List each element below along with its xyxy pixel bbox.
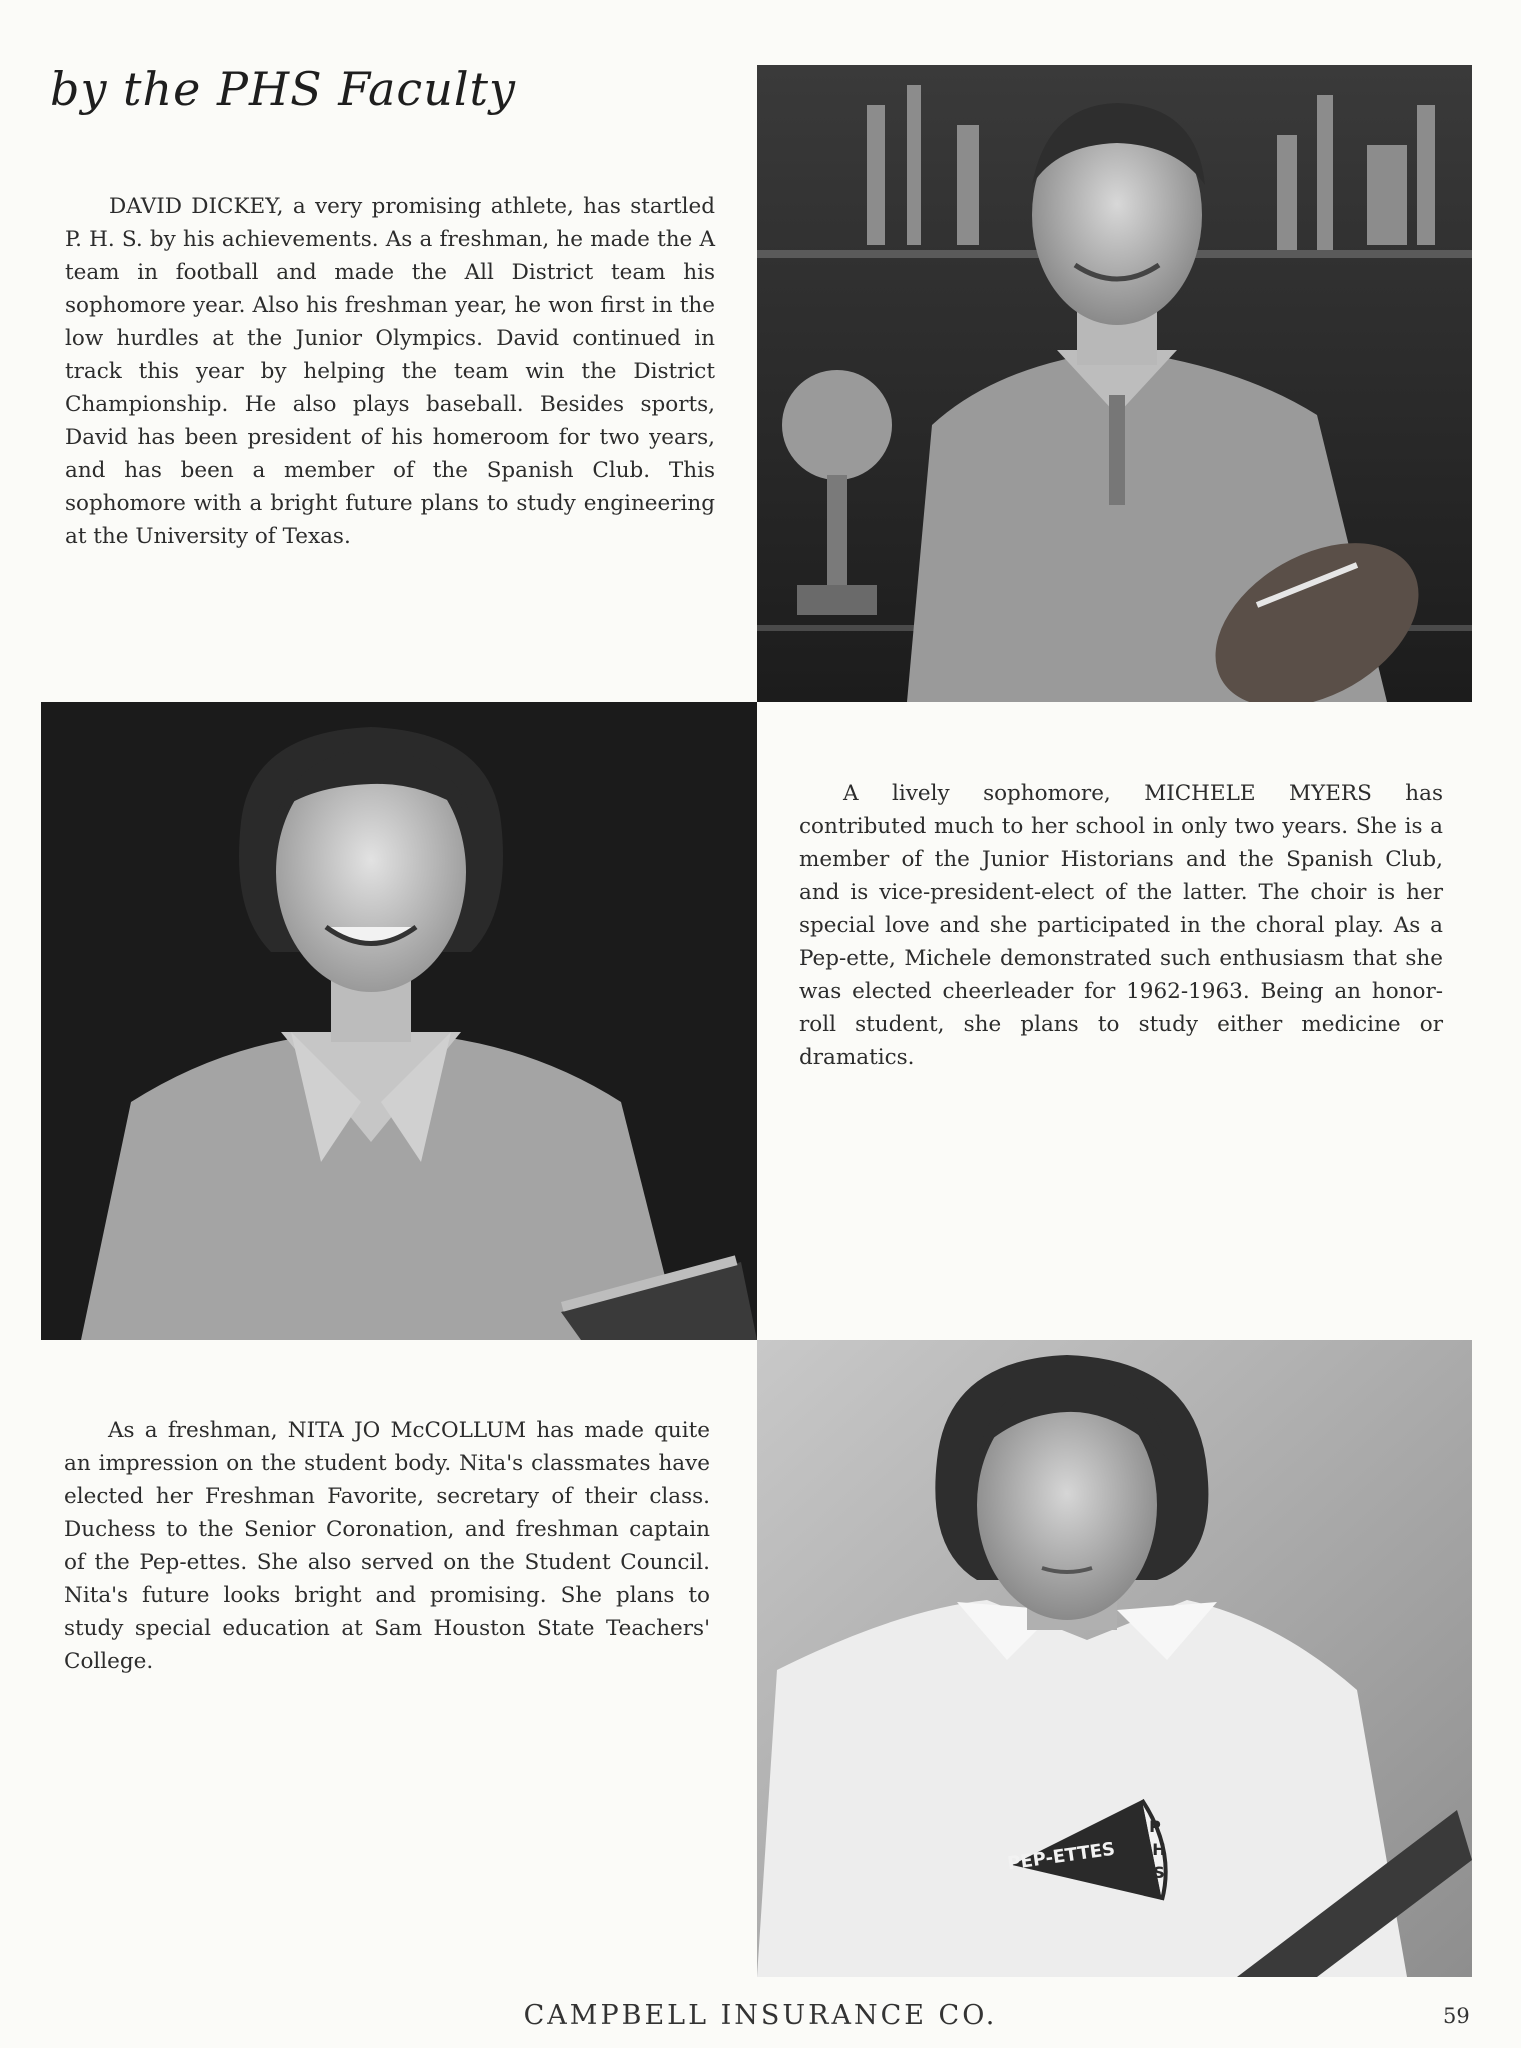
profile-text-david-dickey: DAVID DICKEY, a very promising athlete, has startled P. H. S. by his achievements. As a freshman, he made the A team in football and made the All District team his sophomore year. Also his freshman year, he won first in the low hurdles at the Junior Olympics. David continued in track this year by helping the team win the District Championship. He also plays baseball. Besides sports, David has been president of his homeroom for two years, and has been a member of the Spanish Club. This sophomore with a bright future plans to study engineering at the University of Texas. <box>65 194 715 549</box>
emblem-letter-h: H <box>1152 1840 1166 1859</box>
girl-in-pep-ettes-sweater-photo <box>757 1340 1472 1977</box>
smiling-girl-photo <box>41 702 757 1340</box>
photo-david-dickey <box>757 65 1472 702</box>
profile-text-nita-jo-mccollum: As a freshman, NITA JO McCOLLUM has made quite an impression on the student body. Nita's classmates have elected her Freshman Favorite, secretary of their class. Duchess to the Senior Coronation, and freshman captain of the Pep-ettes. She also served on the Student Council. Nita's future looks bright and promising. She plans to study special education at Sam Houston State Teachers' College. <box>64 1418 710 1674</box>
page-number: 59 <box>1443 2004 1470 2028</box>
profile-text-michele-myers: A lively sophomore, MICHELE MYERS has contributed much to her school in only two years. She is a member of the Junior Historians and the Spanish Club, and is vice-president-elect of the latter. The choir is her special love and she participated in the choral play. As a Pep-ette, Michele demonstrated such enthusiasm that she was elected cheerleader for 1962-1963. Being an honor-roll student, she plans to study either medicine or dramatics. <box>799 781 1443 1070</box>
emblem-left-text: PEP-ETTES <box>1006 1838 1117 1875</box>
emblem-letter-s: S <box>1153 1863 1165 1882</box>
photo-michele-myers <box>41 702 757 1340</box>
sponsor-footer: CAMPBELL INSURANCE CO. <box>523 2000 998 2031</box>
boy-with-football-photo <box>757 65 1472 702</box>
emblem-letter-p: P <box>1149 1817 1161 1836</box>
photo-nita-jo-mccollum <box>757 1340 1472 1977</box>
page-heading: by the PHS Faculty <box>50 62 517 116</box>
